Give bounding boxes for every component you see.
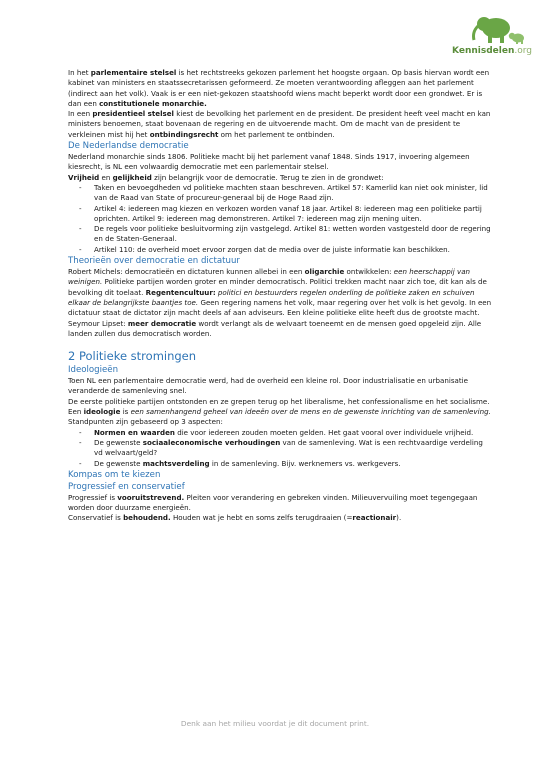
footer-note: Denk aan het milieu voordat je dit document print. xyxy=(180,719,370,728)
text: De eerste politieke partijen ontstonden en ze grepen terug op het liberalisme, het confessionalisme en het socialisme. Een xyxy=(68,396,490,417)
text: die voor iedereen zouden moeten gelden. Het gaat vooral over individuele vrijheid. xyxy=(174,427,474,437)
paragraph-nl-1: Nederland monarchie sinds 1806. Politieke macht bij het parlement vanaf 1848. Sinds 1917, invoering algemeen kiesrecht, is NL een volwaardig democratie met een parlementair stelsel. xyxy=(68,152,470,172)
logo-brand: Kennisdelen xyxy=(452,46,515,56)
text: om het parlement te ontbinden. xyxy=(218,129,335,139)
heading-progressief-conservatief: Progressief en conservatief xyxy=(68,481,185,492)
text: ontwikkelen: xyxy=(344,267,394,277)
text: in de samenleving. Bijv. werknemers vs. werkgevers. xyxy=(209,458,401,468)
text: Conservatief is xyxy=(68,513,124,523)
paragraph-lipset xyxy=(68,319,492,340)
text: wordt verlangt als de welvaart toeneemt en de mensen goed opgeleid zijn. Alle landen zullen dus democratisch worden. xyxy=(68,318,482,338)
text: Progressief is xyxy=(68,492,118,502)
aspecten-list xyxy=(68,428,492,469)
text: Politieke partijen worden groter en minder democratisch. Politici trekken macht naar zich toe, dit kan als de bevolking dit toelaat. xyxy=(68,277,487,297)
text: De gewenste xyxy=(94,458,143,468)
text: In het xyxy=(68,68,91,77)
list-item: - Artikel 4: iedereen mag kiezen en verkozen worden vanaf 18 jaar. Artikel 8: iedereen mag een politieke partij oprichten. Artikel 9: iedereen mag demonstreren. Artikel 7: iedereen mag zijn mening uiten. xyxy=(68,204,492,225)
heading-ideologieen: Ideologieën xyxy=(68,365,119,376)
italic-definition: een heerschappij van weinigen. xyxy=(68,267,471,287)
paragraph-conservatief xyxy=(68,513,492,523)
bold-term: ideologie xyxy=(83,407,121,417)
list-item xyxy=(68,428,492,438)
text: van de samenleving. Wat is een rechtvaardige verdeling vd welvaart/geld? xyxy=(94,437,483,458)
bold-term: sociaaleconomische verhoudingen xyxy=(142,437,281,447)
text: In een xyxy=(68,109,93,119)
text: Geen regering namens het volk, maar regering over het volk is het gevolg. In een dictatuur staat de dictator zijn macht deels af aan adviseurs. Een kleine politieke elite heeft dus de grootste macht. xyxy=(68,297,492,318)
text: Seymour Lipset: xyxy=(68,318,128,328)
bold-term: Vrijheid xyxy=(68,172,100,182)
heading-nederlandse-democratie: De Nederlandse democratie xyxy=(68,141,189,152)
heading-theorieen: Theorieën over democratie en dictatuur xyxy=(68,256,240,267)
paragraph-parlementair xyxy=(68,68,492,109)
text: en xyxy=(99,172,113,182)
elephant-logo-icon xyxy=(432,14,532,50)
text: Robert Michels: democratieën en dictaturen kunnen allebei in een xyxy=(68,267,305,277)
paragraph-nl-2 xyxy=(68,173,492,183)
text: kiest de bevolking het parlement en de president. De president heeft veel macht en kan ministers benoemen, staat bovenaan de regering en de uitvoerende macht. Om de macht van de president te verkleinen mist hij het xyxy=(68,109,491,139)
list-item: - Artikel 110: de overheid moet ervoor zorgen dat de media over de juiste informatie kan beschikken. xyxy=(68,245,492,255)
kennisdelen-logo xyxy=(432,14,532,58)
paragraph-michels xyxy=(68,267,492,318)
bold-term: vooruitstrevend. xyxy=(117,492,185,502)
list-item xyxy=(68,459,492,469)
paragraph-presidentieel xyxy=(68,109,492,140)
text: zijn belangrijk voor de democratie. Terug te zien in de grondwet: xyxy=(151,172,384,182)
text: Pleiten voor verandering en gebreken vinden. Milieuvervuiling moet tegengegaan worden door duurzame energieën. xyxy=(68,492,478,513)
paragraph-ideo-1: Toen NL een parlementaire democratie werd, had de overheid een kleine rol. Door industrialisatie en urbanisatie veranderde de samenleving snel. xyxy=(68,376,468,396)
bold-term: Regentencultuur: xyxy=(145,287,216,297)
bold-term: meer democratie xyxy=(127,318,197,328)
list-item xyxy=(68,438,492,459)
grondwet-list xyxy=(68,183,492,255)
bold-term: ontbindingsrecht xyxy=(149,129,219,139)
paragraph-ideo-2 xyxy=(68,397,492,428)
paragraph-progressief xyxy=(68,493,492,514)
heading-politieke-stromingen: 2 Politieke stromingen xyxy=(68,349,197,364)
bold-term: behoudend. xyxy=(123,513,171,523)
text: De gewenste xyxy=(94,437,143,447)
bold-term: reactionair xyxy=(352,513,397,523)
bold-term: Normen en waarden xyxy=(94,427,175,437)
heading-kompas: Kompas om te kiezen xyxy=(68,469,161,480)
bold-term: machtsverdeling xyxy=(142,458,210,468)
text: Houden wat je hebt en soms zelfs terugdraaien (= xyxy=(170,513,353,523)
italic-definition: een samenhangend geheel van ideeën over de mens en de gewenste inrichting van de samenleving. xyxy=(130,407,491,417)
italic-definition: politici en bestuurders regelen onderling de politieke zaken en schuiven elkaar de belangrijkste baantjes toe. xyxy=(68,287,475,307)
text: is het rechtstreeks gekozen parlement het hoogste orgaan. Op basis hiervan wordt een kabinet van ministers en staatssecretarissen geformeerd. Ze moeten verantwoording afleggen aan het parlement (indirect aan het volk). Vaak is er een niet-gekozen staatshoofd wiens macht beperkt wordt door een grondwet. Er is dan een xyxy=(68,68,490,108)
list-item: - Taken en bevoegdheden vd politieke machten staan beschreven. Artikel 57: Kamerlid kan niet ook minister, lid van de Raad van State of procureur-generaal bij de Hoge Raad zijn. xyxy=(68,183,492,204)
list-item: - De regels voor politieke besluitvorming zijn vastgelegd. Artikel 81: wetten worden vastgesteld door de regering en de Staten-Generaal. xyxy=(68,224,492,245)
text: is xyxy=(120,407,131,417)
document-body xyxy=(68,68,492,524)
text: Standpunten zijn gebaseerd op 3 aspecten: xyxy=(68,417,223,427)
bold-term: parlementaire stelsel xyxy=(90,68,177,77)
bold-term: gelijkheid xyxy=(112,172,152,182)
bold-term: constitutionele monarchie. xyxy=(99,98,207,108)
logo-text xyxy=(452,46,532,56)
bold-term: oligarchie xyxy=(304,267,345,277)
bold-term: presidentieel stelsel xyxy=(92,109,174,119)
logo-tld: .org xyxy=(514,46,532,56)
text: ). xyxy=(396,513,402,523)
